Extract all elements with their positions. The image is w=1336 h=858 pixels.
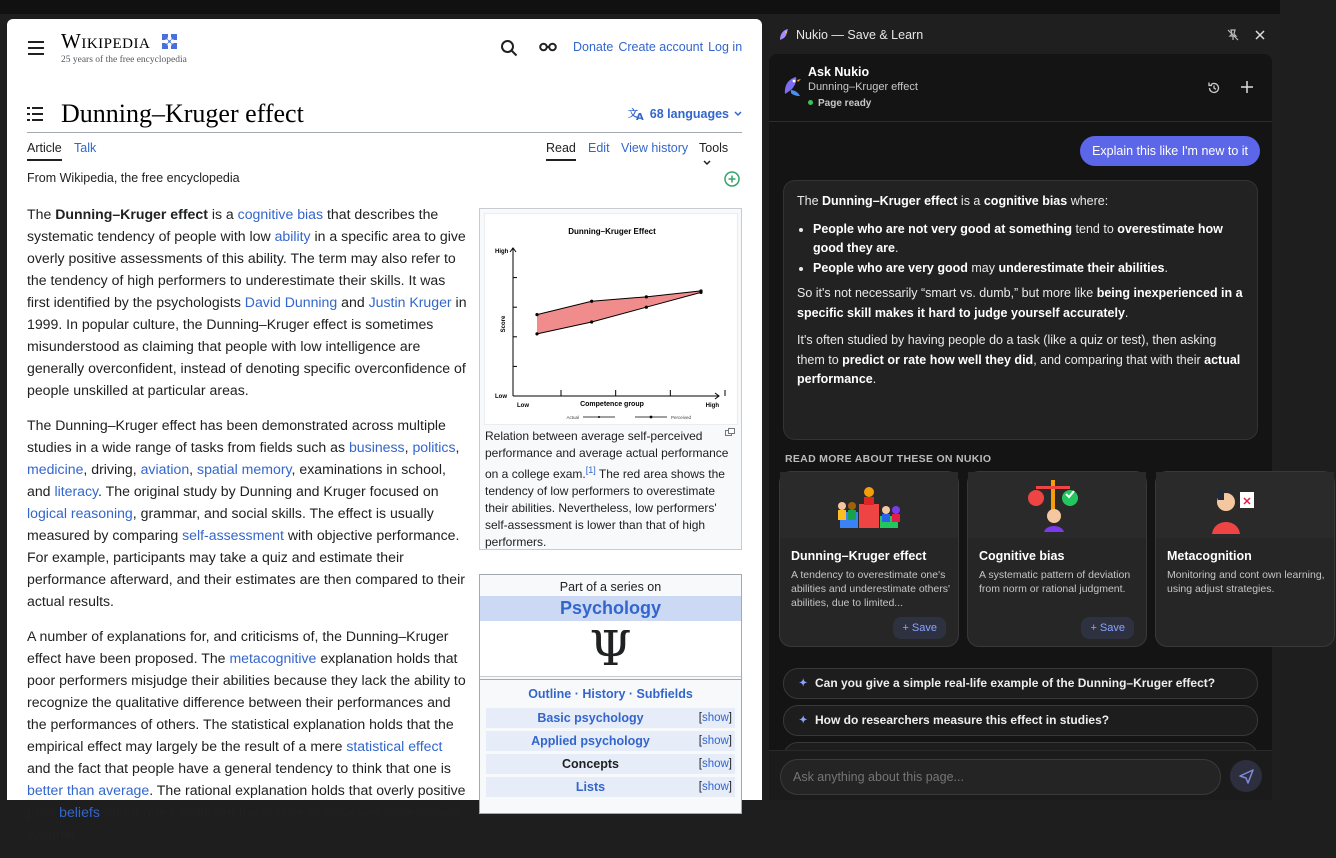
link-literacy[interactable]: literacy xyxy=(54,483,99,499)
tools-label: Tools xyxy=(699,141,729,155)
point-actual-1 xyxy=(590,320,593,323)
row-label[interactable]: Lists xyxy=(575,780,606,794)
card-description: Monitoring and cont own learning, using adjust strategies. xyxy=(1167,569,1325,595)
language-button[interactable] xyxy=(628,107,742,121)
legend-actual-marker xyxy=(598,416,600,418)
answer-para-3: It's often studied by having people do a task (like a quiz or test), then asking them to predict or rate how well they did, and comparing that with their actual performance. xyxy=(797,333,1241,386)
citation-1[interactable]: [1] xyxy=(585,465,596,475)
wiki-header xyxy=(7,19,762,75)
link-business[interactable]: business xyxy=(348,439,405,455)
card-dunning-kruger[interactable] xyxy=(779,471,959,647)
appearance-icon[interactable] xyxy=(539,41,557,53)
logo-wordmark: Wikipedia xyxy=(61,29,151,53)
language-count: 68 languages xyxy=(649,107,729,121)
wikipedia-page xyxy=(7,19,762,842)
card-description: A systematic pattern of deviation from norm or rational judgment. xyxy=(979,569,1131,595)
read-more-heading: READ MORE ABOUT THESE ON NUKIO xyxy=(785,453,992,465)
answer-intro: The Dunning–Kruger effect is a cognitive bias where: xyxy=(797,194,1109,208)
link-statistical-effect[interactable]: statistical effect xyxy=(346,738,443,754)
psychology-sidebar xyxy=(479,574,742,814)
card-metacognition[interactable] xyxy=(1155,471,1335,647)
card-illustration xyxy=(780,472,958,538)
row-label[interactable]: Basic psychology xyxy=(537,711,644,725)
page-title: Dunning–Kruger effect xyxy=(61,99,304,128)
chevron-down-icon xyxy=(703,160,711,166)
point-actual-0 xyxy=(535,332,538,335)
svg-text:文: 文 xyxy=(627,109,638,120)
status-indicator xyxy=(808,98,871,109)
chart-figure xyxy=(479,208,742,550)
link-politics[interactable]: politics xyxy=(412,439,456,455)
user-message: Explain this like I'm new to it xyxy=(1080,136,1260,166)
show-toggle[interactable]: [show] xyxy=(698,712,732,724)
series-title[interactable]: Psychology xyxy=(480,596,741,621)
translate-icon xyxy=(628,107,645,121)
link-justin-kruger[interactable]: Justin Kruger xyxy=(368,294,452,310)
answer-point-2: • People who are very good may underestimate their abilities. xyxy=(813,259,1244,279)
assistant-answer xyxy=(783,180,1258,440)
overestimation-area xyxy=(537,291,701,334)
legend-perceived-marker xyxy=(650,416,653,419)
tab-read[interactable]: Read xyxy=(546,141,576,161)
y-tick-label-low: Low xyxy=(495,394,507,400)
show-toggle[interactable]: [show] xyxy=(698,781,732,793)
link-spatial-memory[interactable]: spatial memory xyxy=(197,461,292,477)
sidebar-row-lists xyxy=(486,777,735,797)
link-self-assessment[interactable]: self-assessment xyxy=(182,527,284,543)
page-tabs xyxy=(27,132,742,160)
article-body xyxy=(27,203,467,858)
card-title: Cognitive bias xyxy=(979,549,1065,563)
tab-view-history[interactable]: View history xyxy=(621,141,689,155)
from-wikipedia-note: From Wikipedia, the free encyclopedia xyxy=(27,171,240,185)
save-button[interactable]: + Save xyxy=(1081,617,1134,639)
suggestion-chip-1[interactable] xyxy=(783,668,1258,699)
chart-image[interactable] xyxy=(484,213,738,425)
title-row xyxy=(27,99,742,131)
answer-para-2: So it's not necessarily “smart vs. dumb,” but more like being inexperienced in a specific skill makes it hard to judge yourself accurately. xyxy=(797,286,1243,320)
link-outline[interactable]: Outline xyxy=(528,687,572,701)
tab-tools[interactable] xyxy=(699,141,742,169)
legend-actual: Actual xyxy=(566,415,579,420)
podium-people-icon xyxy=(780,472,960,538)
card-title: Dunning–Kruger effect xyxy=(791,549,927,563)
ask-page-name: Dunning–Kruger effect xyxy=(808,81,918,93)
row-label: Concepts xyxy=(562,757,619,771)
y-tick-label-high: High xyxy=(495,249,509,255)
panel-title: Nukio — Save & Learn xyxy=(796,28,924,42)
link-david-dunning[interactable]: David Dunning xyxy=(244,294,338,310)
send-icon xyxy=(1230,760,1262,792)
suggestion-text: Can you give a simple real-life example of the Dunning–Kruger effect? xyxy=(815,676,1216,690)
tab-talk[interactable]: Talk xyxy=(74,141,97,155)
link-beliefs[interactable]: beliefs xyxy=(59,804,100,820)
chart-title: Dunning–Kruger Effect xyxy=(568,227,656,236)
sidebar-row-basic-psychology xyxy=(486,708,735,728)
related-cards xyxy=(779,471,1325,651)
paragraph-2: The Dunning–Kruger effect has been demonstrated across multiple studies in a wide range of tasks from fields such as business, politics, medicine, driving, aviation, spatial memory, examinations in school, and literacy. The original study by Dunning and Kruger focused on logical reasoning, grammar, and social skills. The effect is usually measured by comparing self-assessment with objective performance. For example, participants may take a quiz and estimate their performance afterward, and their estimates are then compared to their actual results. xyxy=(27,417,465,609)
row-label[interactable]: Applied psychology xyxy=(531,734,650,748)
chat-area xyxy=(769,54,1325,800)
table-of-contents-icon[interactable] xyxy=(27,107,43,121)
donate-link[interactable]: Donate xyxy=(573,40,614,54)
link-aviation[interactable]: aviation xyxy=(140,461,190,477)
paragraph-3: A number of explanations for, and criticisms of, the Dunning–Kruger effect have been proposed. The metacognitive explanation holds that poor performers misjudge their abilities because they lack the ability to recognize the qualitative difference between their performances and the performances of others. The statistical explanation holds that the empirical effect may largely be the result of a mere statistical effect and the fact that people have a general tendency to think that one is better than average. The rational explanation holds that overly positive prior beliefs about one's skills are the source of false self-assessment. Another xyxy=(27,628,466,842)
ask-title: Ask Nukio xyxy=(808,65,870,79)
link-cognitive-bias[interactable]: cognitive bias xyxy=(237,206,324,222)
suggestion-chip-2[interactable] xyxy=(783,705,1258,736)
add-to-list-icon[interactable] xyxy=(724,171,740,187)
caption-text-b: The red area shows the tendency of low performers to overestimate their abilities. Nevertheless, low performers' self-assessment is lower than that of high performers. xyxy=(485,467,725,549)
point-actual-2 xyxy=(645,306,648,309)
card-illustration xyxy=(968,472,1146,538)
show-toggle[interactable]: [show] xyxy=(698,735,732,747)
psi-symbol: Ψ xyxy=(480,621,741,677)
sidebar-row-applied-psychology xyxy=(486,731,735,751)
caption-text-a: Relation between average self-perceived performance and average actual performance on a college exam. xyxy=(485,429,729,481)
user-links xyxy=(573,40,742,54)
svg-text:A: A xyxy=(635,112,644,123)
nukio-mascot-icon xyxy=(781,74,803,98)
thinking-person-icon xyxy=(1156,472,1336,538)
create-account-link[interactable]: Create account xyxy=(618,40,704,54)
status-text: Page ready xyxy=(818,98,872,109)
card-title: Metacognition xyxy=(1167,549,1252,563)
x-tick-label-low: Low xyxy=(517,403,529,409)
nukio-panel xyxy=(762,14,1325,800)
tab-article[interactable]: Article xyxy=(27,141,62,161)
ask-input[interactable] xyxy=(780,759,1221,795)
point-perceived-0 xyxy=(535,313,538,316)
send-button[interactable] xyxy=(1230,760,1262,792)
dunning-kruger-chart xyxy=(485,214,739,426)
nukio-logo-icon xyxy=(778,28,790,41)
status-dot xyxy=(808,100,813,105)
link-logical-reasoning[interactable]: logical reasoning xyxy=(27,505,133,521)
card-description: A tendency to overestimate one's abilities and underestimate others' abilities, due to limited... xyxy=(791,569,951,609)
point-perceived-1 xyxy=(590,300,593,303)
series-label: Part of a series on xyxy=(559,580,662,594)
suggestion-text: How do researchers measure this effect in studies? xyxy=(815,713,1110,727)
x-tick-label-high: High xyxy=(705,403,719,409)
history-icon[interactable] xyxy=(1207,81,1221,95)
search-icon[interactable] xyxy=(500,39,518,57)
link-better-than-average[interactable]: better than average xyxy=(27,782,150,798)
enlarge-icon[interactable] xyxy=(725,428,735,436)
link-history[interactable]: History xyxy=(582,687,626,701)
figure-caption xyxy=(485,428,735,551)
x-axis-label: Competence group xyxy=(580,401,644,408)
logo-tagline: 25 years of the free encyclopedia xyxy=(61,55,187,65)
show-toggle[interactable]: [show] xyxy=(698,758,732,770)
point-perceived-3 xyxy=(699,289,702,292)
save-button[interactable]: + Save xyxy=(893,617,946,639)
answer-point-1: • People who are not very good at something tend to overestimate how good they are. xyxy=(813,220,1244,259)
new-chat-icon[interactable] xyxy=(1241,81,1253,93)
chevron-down-icon xyxy=(734,111,742,117)
balance-scale-icon xyxy=(968,472,1148,538)
composer xyxy=(769,750,1272,800)
legend-perceived: Perceived xyxy=(671,415,692,420)
series-links: Outline · History · Subfields xyxy=(480,679,741,705)
login-link[interactable]: Log in xyxy=(708,40,743,54)
close-icon[interactable] xyxy=(1254,29,1266,41)
panel-titlebar xyxy=(762,14,1280,54)
link-subfields[interactable]: Subfields xyxy=(636,687,693,701)
sidebar-row-concepts xyxy=(486,754,735,774)
point-perceived-2 xyxy=(645,295,648,298)
paragraph-1: The Dunning–Kruger effect is a cognitive bias that describes the systematic tendency of people with low ability in a specific area to give overly positive assessments of this ability. The term may also refer to the tendency of high performers to underestimate their skills. It was first identified by the psychologists David Dunning and Justin Kruger in 1999. In popular culture, the Dunning–Kruger effect is sometimes misunderstood as claiming that people with low intelligence are generally overconfident, instead of denoting specific overconfidence of people unskilled at particular areas. xyxy=(27,206,467,398)
card-cognitive-bias[interactable] xyxy=(967,471,1147,647)
os-top-bar xyxy=(0,0,1280,14)
sparkle-icon: ✦ xyxy=(799,715,808,726)
unpin-icon[interactable] xyxy=(1227,29,1239,41)
y-axis-label: Score xyxy=(501,315,507,333)
link-medicine[interactable]: medicine xyxy=(27,461,84,477)
link-ability[interactable]: ability xyxy=(274,228,311,244)
ask-header xyxy=(769,54,1272,122)
answer-list xyxy=(813,220,1244,279)
card-illustration xyxy=(1156,472,1334,538)
menu-icon[interactable] xyxy=(28,41,44,55)
puzzle-globe-icon xyxy=(159,30,181,50)
tab-edit[interactable]: Edit xyxy=(588,141,610,155)
link-metacognitive[interactable]: metacognitive xyxy=(229,650,317,666)
sparkle-icon: ✦ xyxy=(799,678,808,689)
